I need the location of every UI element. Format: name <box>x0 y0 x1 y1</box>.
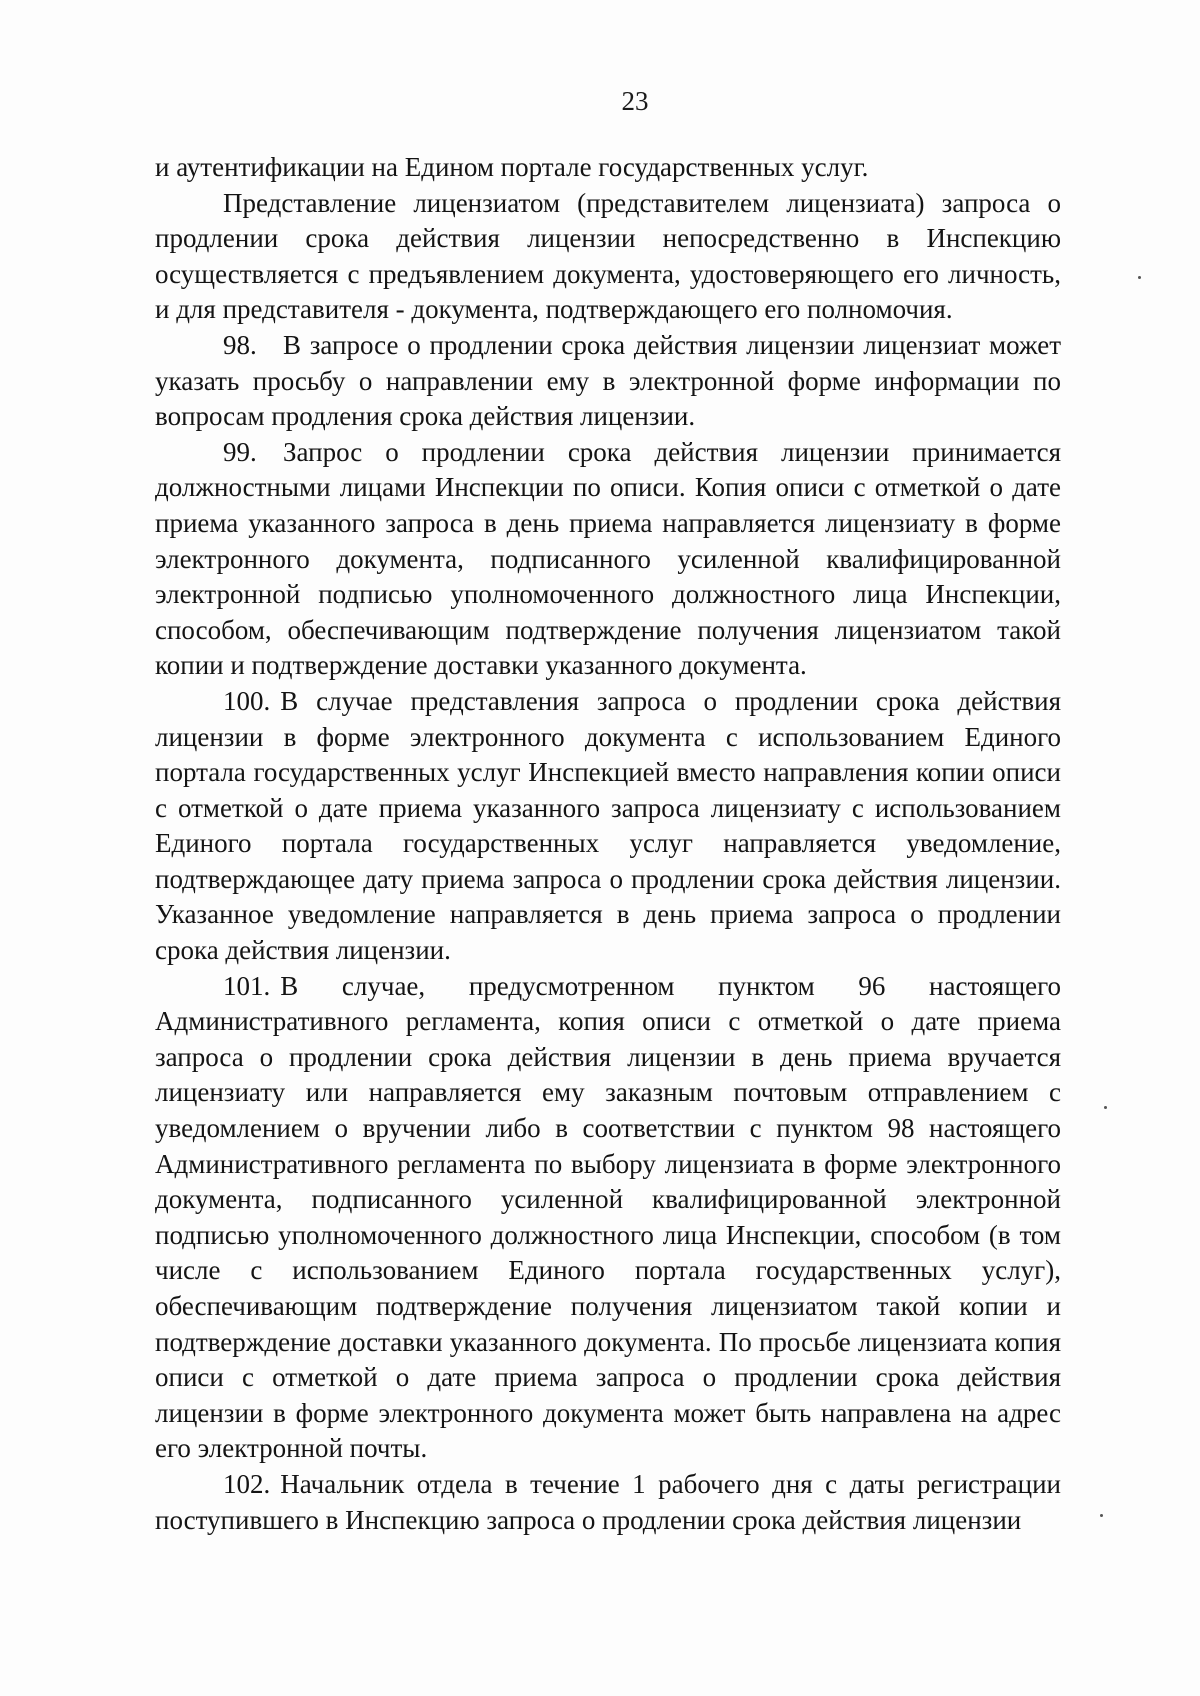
paragraph-98 <box>155 328 1061 435</box>
page-number: 23 <box>621 86 649 116</box>
paragraph-text: В запросе о продлении срока действия лицензии лицензиат может указать просьбу о направлении ему в электронной форме информации по вопросам продления срока действия лицензии. <box>155 329 1061 432</box>
scan-speck <box>1138 276 1141 279</box>
paragraph-number: 101. <box>223 970 271 1001</box>
paragraph-text: В случае, предусмотренном пунктом 96 настоящего Административного регламента, копия описи с отметкой о дате приема запроса о продлении срока действия лицензии в день приема вручается лицензиату или направляется ему заказным почтовым отправлением с уведомлением о вручении либо в соответствии с пунктом 98 настоящего Административного регламента по выбору лицензиата в форме электронного документа, подписанного усиленной квалифицированной электронной подписью уполномоченного должностного лица Инспекции, способом (в том числе с использованием Единого портала государственных услуг), обеспечивающим подтверждение получения лицензиатом такой копии и подтверждение доставки указанного документа. По просьбе лицензиата копия описи с отметкой о дате приема запроса о продлении срока действия лицензии в форме электронного документа может быть направлена на адрес его электронной почты. <box>155 970 1061 1464</box>
paragraph-representation <box>155 186 1061 328</box>
paragraph-number: 99. <box>223 436 257 467</box>
paragraph-100 <box>155 684 1061 969</box>
paragraph-text: Запрос о продлении срока действия лицензии принимается должностными лицами Инспекции по описи. Копия описи с отметкой о дате приема указанного запроса в день приема направляется лицензиату в форме электронного документа, подписанного усиленной квалифицированной электронной подписью уполномоченного должностного лица Инспекции, способом, обеспечивающим подтверждение получения лицензиатом такой копии и подтверждение доставки указанного документа. <box>155 436 1061 681</box>
paragraph-text: В случае представления запроса о продлении срока действия лицензии в форме электронного документа с использованием Единого портала государственных услуг Инспекцией вместо направления копии описи с отметкой о дате приема указанного запроса лицензиату с использованием Единого портала государственных услуг направляется уведомление, подтверждающее дату приема запроса о продлении срока действия лицензии. Указанное уведомление направляется в день приема запроса о продлении срока действия лицензии. <box>155 685 1061 966</box>
paragraph-text: Начальник отдела в течение 1 рабочего дня с даты регистрации поступившего в Инспекцию запроса о продлении срока действия лицензии <box>155 1468 1061 1535</box>
paragraph-text: Представление лицензиатом (представителем лицензиата) запроса о продлении срока действия лицензии непосредственно в Инспекцию осуществляется с предъявлением документа, удостоверяющего его личность, и для представителя - документа, подтверждающего его полномочия. <box>155 187 1061 325</box>
paragraph-99 <box>155 435 1061 684</box>
scan-speck <box>1100 1514 1103 1517</box>
paragraph-number: 102. <box>223 1468 271 1499</box>
paragraph-text: и аутентификации на Едином портале государственных услуг. <box>155 152 869 182</box>
paragraph-continuation <box>155 150 1061 186</box>
paragraph-101 <box>155 969 1061 1467</box>
document-body <box>155 150 1061 1538</box>
paragraph-102 <box>155 1467 1061 1538</box>
paragraph-number: 98. <box>223 329 257 360</box>
scan-speck <box>1104 1106 1107 1109</box>
paragraph-number: 100. <box>223 685 271 716</box>
